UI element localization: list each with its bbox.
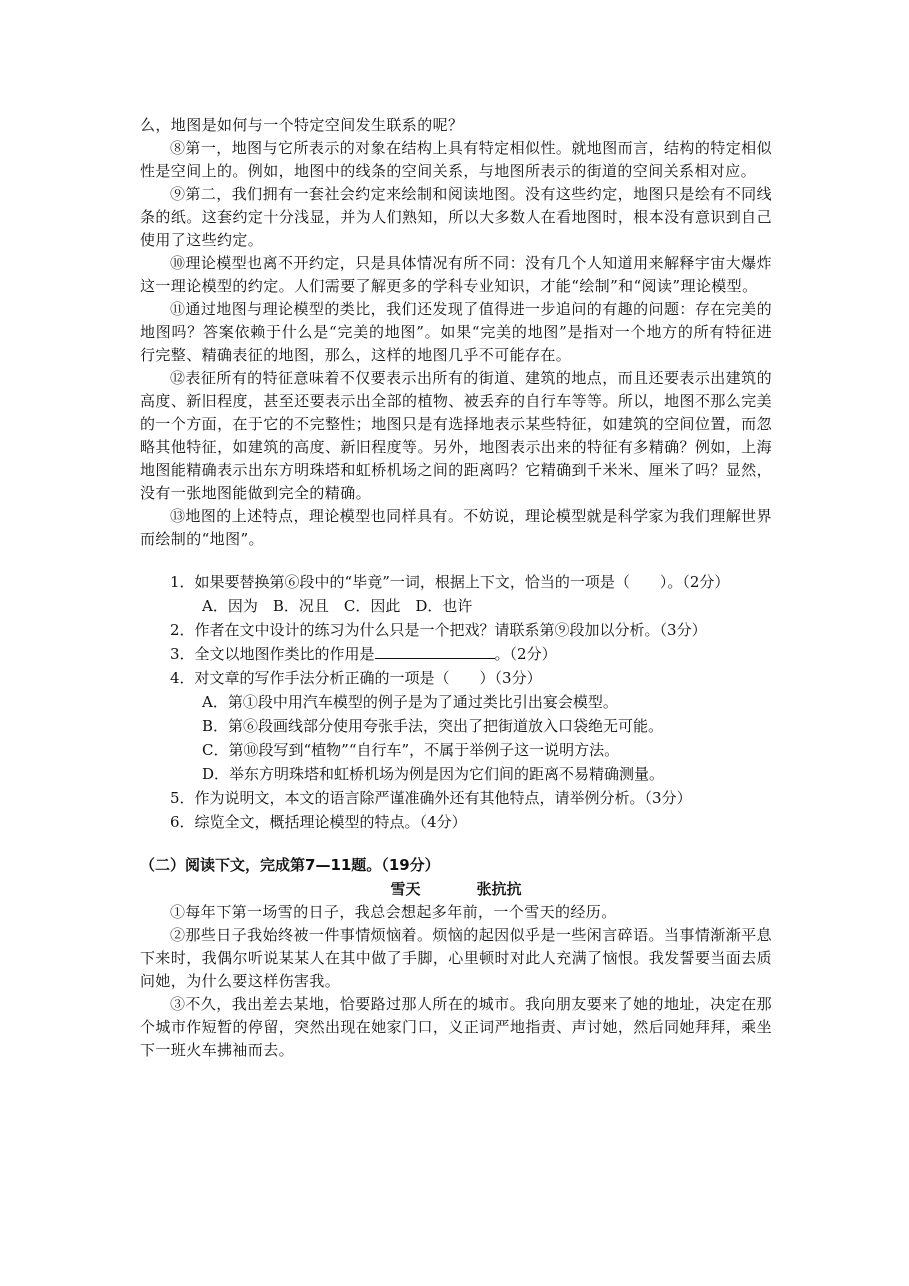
question-4-option-b: B．第⑥段画线部分使用夸张手法，突出了把街道放入口袋绝无可能。 [202, 717, 664, 735]
paragraph-9: ⑨第二，我们拥有一套社会约定来绘制和阅读地图。没有这些约定，地图只是绘有不同线条的纸。这套约定十分浅显，并为人们熟知，所以大多数人在看地图时，根本没有意识到自己使用了这些约定。 [140, 185, 772, 249]
paragraph-11: ⑪通过地图与理论模型的类比，我们还发现了值得进一步追问的有趣的问题：存在完美的地图吗？答案依赖于什么是“完美的地图”。如果“完美的地图”是指对一个地方的所有特征进行完整、精确表征的地图，那么，这样的地图几乎不可能存在。 [140, 300, 772, 364]
spacer [140, 834, 772, 853]
question-2: 2．作者在文中设计的练习为什么只是一个把戏？请联系第⑨段加以分析。（3分） [170, 621, 707, 639]
question-3-prefix: 3．全文以地图作类比的作用是 [170, 645, 375, 663]
question-3 [140, 642, 772, 666]
paragraph-10: ⑩理论模型也离不开约定，只是具体情况有所不同：没有几个人知道用来解释宇宙大爆炸这一理论模型的约定。人们需要了解更多的学科专业知识，才能“绘制”和“阅读”理论模型。 [140, 254, 772, 295]
document-page [140, 114, 772, 1062]
passage-line-continuation: 么，地图是如何与一个特定空间发生联系的呢？ [140, 116, 464, 134]
snow-paragraph-2: ②那些日子我始终被一件事情烦恼着。烦恼的起因似乎是一些闲言碎语。当事情渐渐平息下来时，我偶尔听说某某人在其中做了手脚，心里顿时对此人充满了恼恨。我发誓要当面去质问她，为什么要这样伤害我。 [140, 926, 772, 990]
question-4-option-d: D．举东方明珠塔和虹桥机场为例是因为它们间的距离不易精确测量。 [202, 765, 665, 783]
question-4-option-a: A．第①段中用汽车模型的例子是为了通过类比引出宴会模型。 [202, 693, 618, 711]
article-author: 张抗抗 [476, 880, 522, 898]
question-1: 1．如果要替换第⑥段中的“毕竟”一词，根据上下文，恰当的一项是（ ）。（2分） [170, 573, 730, 591]
question-4-option-c: C．第⑩段写到“植物”“自行车”，不属于举例子这一说明方法。 [202, 741, 620, 759]
question-6: 6．综览全文，概括理论模型的特点。（4分） [170, 813, 467, 831]
question-3-suffix: 。（2分） [494, 645, 557, 663]
paragraph-13: ⑬地图的上述特点，理论模型也同样具有。不妨说，理论模型就是科学家为我们理解世界而绘制的“地图”。 [140, 507, 772, 548]
section-2-heading: （二）阅读下文，完成第7—11题。（19分） [140, 856, 440, 874]
spacer [140, 551, 772, 570]
question-1-options: A．因为 B．况且 C．因此 D．也许 [202, 597, 473, 615]
snow-paragraph-3: ③不久，我出差去某地，恰要路过那人所在的城市。我向朋友要来了她的地址，决定在那个城市作短暂的停留，突然出现在她家门口，义正词严地指责、声讨她，然后同她拜拜，乘坐下一班火车拂袖而去。 [140, 995, 772, 1059]
question-4: 4．对文章的写作手法分析正确的一项是（ ）（3分） [170, 669, 542, 687]
snow-paragraph-1: ①每年下第一场雪的日子，我总会想起多年前，一个雪天的经历。 [170, 903, 617, 921]
article-title: 雪天 [390, 880, 421, 898]
question-5: 5．作为说明文，本文的语言除严谨准确外还有其他特点，请举例分析。（3分） [170, 789, 692, 807]
paragraph-12: ⑫表征所有的特征意味着不仅要表示出所有的街道、建筑的地点，而且还要表示出建筑的高度、新旧程度，甚至还要表示出全部的植物、被丢弃的自行车等等。所以，地图不那么完美的一个方面，在于它的不完整性；地图只是有选择地表示某些特征，如建筑的空间位置，而忽略其他特征，如建筑的高度、新旧程度等。另外，地图表示出来的特征有多精确？例如，上海地图能精确表示出东方明珠塔和虹桥机场之间的距离吗？它精确到千米米、厘米了吗？显然，没有一张地图能做到完全的精确。 [140, 369, 772, 502]
article-title-row [140, 877, 772, 901]
answer-blank[interactable] [375, 644, 495, 659]
paragraph-8: ⑧第一，地图与它所表示的对象在结构上具有特定相似性。就地图而言，结构的特定相似性是空间上的。例如，地图中的线条的空间关系，与地图所表示的街道的空间关系相对应。 [140, 139, 772, 180]
